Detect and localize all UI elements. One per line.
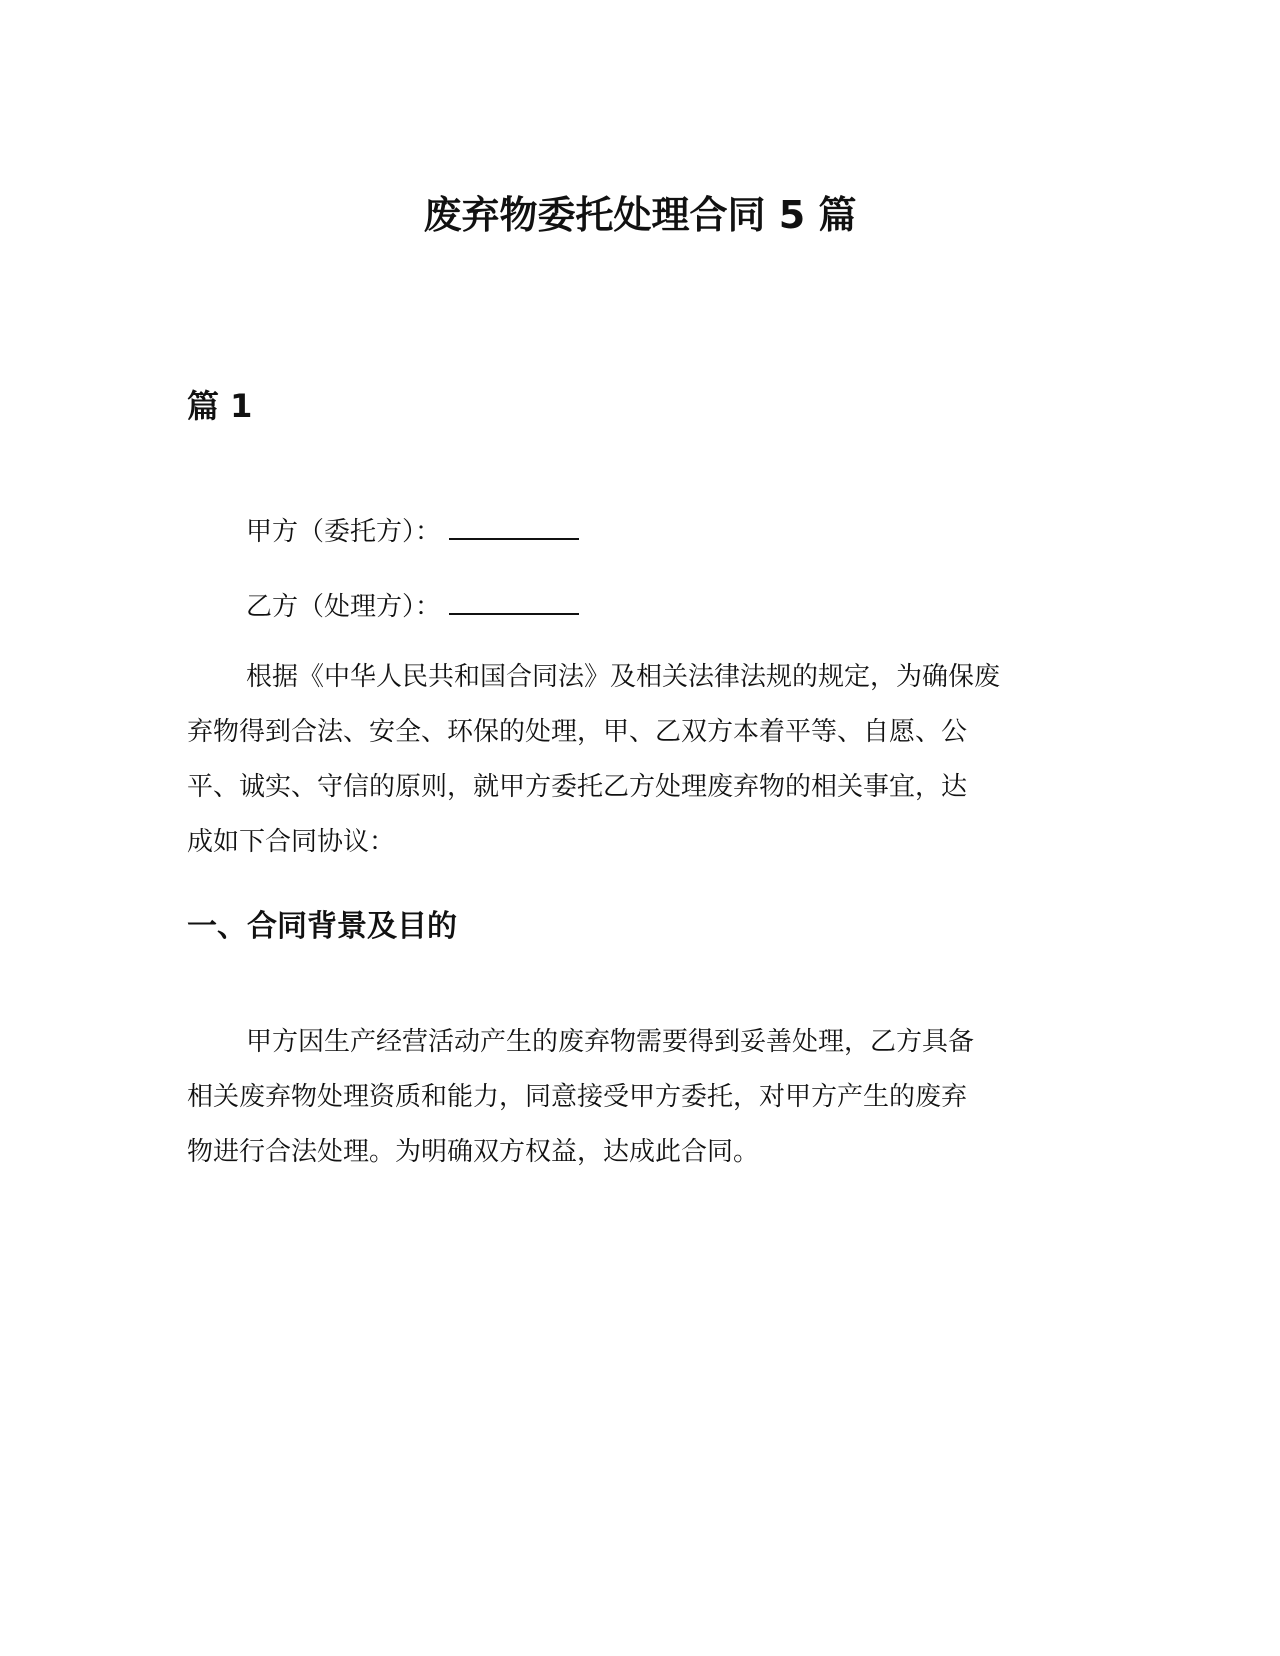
party-b-line <box>246 585 579 625</box>
section-1-paragraph <box>187 1015 1067 1180</box>
preamble-line: 成如下合同协议： <box>187 827 396 857</box>
preamble-paragraph <box>187 650 1067 870</box>
preamble-line: 弃物得到合法、安全、环保的处理，甲、乙双方本着平等、自愿、公 <box>187 717 968 747</box>
party-a-label: 甲方（委托方）： <box>246 517 442 547</box>
party-a-line <box>246 510 579 550</box>
section-1-line: 甲方因生产经营活动产生的废弃物需要得到妥善处理，乙方具备 <box>246 1027 975 1057</box>
party-b-label: 乙方（处理方）： <box>246 592 442 622</box>
section-1-line: 物进行合法处理。为明确双方权益，达成此合同。 <box>187 1137 760 1167</box>
document-title: 废弃物委托处理合同 5 篇 <box>423 193 857 237</box>
part-heading: 篇 1 <box>187 387 253 425</box>
preamble-line: 平、诚实、守信的原则，就甲方委托乙方处理废弃物的相关事宜，达 <box>187 772 968 802</box>
party-b-blank-field <box>449 585 579 615</box>
party-a-blank-field <box>449 510 579 540</box>
preamble-line: 根据《中华人民共和国合同法》及相关法律法规的规定，为确保废 <box>246 662 1001 692</box>
section-heading: 一、合同背景及目的 <box>187 909 457 944</box>
section-1-line: 相关废弃物处理资质和能力，同意接受甲方委托，对甲方产生的废弃 <box>187 1082 968 1112</box>
